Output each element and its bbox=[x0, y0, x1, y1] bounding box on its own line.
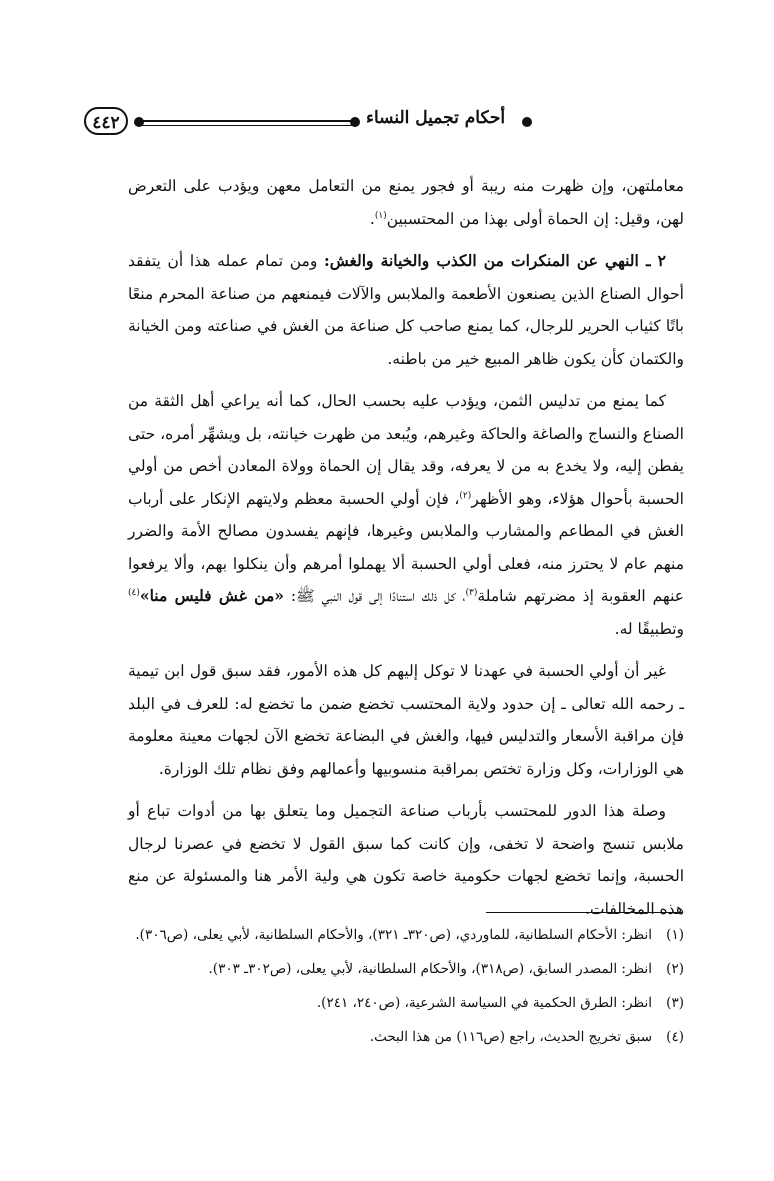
footnote-number: (٢) bbox=[666, 961, 684, 977]
page-header bbox=[84, 107, 682, 137]
paragraph-text: وتطبيقًا له. bbox=[614, 619, 684, 638]
footnote-number: (١) bbox=[666, 927, 684, 943]
paragraph-text: معاملتهن، وإن ظهرت منه ريبة أو فجور يمنع من التعامل معهن ويؤدب على التعرض لهن، وقيل: إن الحماة أولى بهذا من المحتسبين bbox=[128, 177, 684, 228]
paragraph bbox=[128, 245, 684, 375]
paragraph-text: كما يمنع من تدليس الثمن، ويؤدب عليه بحسب الحال، كما أنه يراعي أهل الثقة من الصناع والنساج والصاغة والحاكة وغيرهم، ويُبعد من ظهرت خيانته، بل ويشهِّر أمره، حتى يفطن إليه، ولا يخدع به من لا يعرفه، وقد يقال إن الحماة وولاة المعادن أخص من أولي الحسبة بأحوال هؤلاء، وهو الأظهر bbox=[128, 392, 684, 508]
footnote bbox=[128, 922, 684, 948]
header-rule bbox=[142, 120, 352, 126]
running-title: أحكام تجميل النساء bbox=[366, 108, 506, 128]
footnote-ref[interactable]: (٤) bbox=[128, 587, 140, 598]
paragraph-text: ، فإن أولي الحسبة معظم ولايتهم الإنكار على أرباب الغش في المطاعم والمشارب والملابس وغيرها، فإنهم يفسدون مصالح الأمة والضرر منهم عام لا يحترز منه، فعلى أولي الحسبة ألا يهملوا أمرهم وأن ينكلوا بهم، وألا يرفعوا عنهم العقوبة إذ مضرتهم شاملة bbox=[128, 489, 684, 605]
footnote-text: سبق تخريج الحديث، راجع (ص١١٦) من هذا البحث. bbox=[369, 1029, 652, 1045]
footnote bbox=[128, 956, 684, 982]
bullet-dot-icon bbox=[350, 117, 360, 127]
footnote-text: انظر: المصدر السابق، (ص٣١٨)، والأحكام السلطانية، لأبي يعلى، (ص٣٠٢ـ ٣٠٣). bbox=[208, 961, 652, 977]
footnote bbox=[128, 990, 684, 1016]
body-text bbox=[128, 170, 684, 935]
footnote-ref[interactable]: (٣) bbox=[465, 587, 478, 598]
footnote-number: (٤) bbox=[666, 1029, 684, 1045]
page-number: ٤٤٢ bbox=[84, 107, 128, 135]
footnote bbox=[128, 1024, 684, 1050]
bullet-dot-icon bbox=[522, 117, 532, 127]
footnote-text: انظر: الأحكام السلطانية، للماوردي، (ص٣٢٠ـ ٣٢١)، والأحكام السلطانية، لأبي يعلى، (ص٣٠٦). bbox=[135, 927, 652, 943]
paragraph bbox=[128, 655, 684, 785]
footnote-number: (٣) bbox=[666, 995, 684, 1011]
hadith-quote: «من غش فليس منا» bbox=[139, 586, 284, 605]
paragraph bbox=[128, 795, 684, 925]
footnote-ref[interactable]: (١) bbox=[374, 210, 387, 221]
footnote-separator bbox=[486, 912, 682, 913]
paragraph-text: ومن تمام عمله هذا أن يتفقد أحوال الصناع الذين يصنعون الأطعمة والملابس والآلات فيمنعهم من صناعة المحرم منعًا باتًا كثياب الحرير للرجال، كما يمنع صاحب كل صناعة من الغش في صناعته ومن الخيانة والكتمان كأن يكون ظاهر المبيع خير من باطنه. bbox=[128, 252, 684, 368]
paragraph bbox=[128, 170, 684, 235]
paragraph-text: وصلة هذا الدور للمحتسب بأرباب صناعة التجميل وما يتعلق بها من أدوات تباع أو ملابس تنسج واضحة لا تخفى، وإن كانت كما سبق القول لا تخضع في عصرنا لرجال الحسبة، وإنما تخضع لجهات حكومية خاصة تكون هي ولية الأمر هنا والمسئولة عن منع هذه المخالفات. bbox=[128, 802, 684, 918]
paragraph bbox=[128, 385, 684, 645]
footnotes bbox=[128, 922, 684, 1058]
paragraph-text: . bbox=[369, 209, 375, 228]
paragraph-text: ، كل ذلك استنادًا إلى قول النبي ﷺ: bbox=[283, 587, 466, 605]
footnote-ref[interactable]: (٢) bbox=[459, 490, 472, 501]
section-heading: ٢ ـ النهي عن المنكرات من الكذب والخيانة والغش: bbox=[324, 251, 666, 270]
paragraph-text: غير أن أولي الحسبة في عهدنا لا توكل إليهم كل هذه الأمور، فقد سبق قول ابن تيمية ـ رحمه الله تعالى ـ إن حدود ولاية المحتسب تخضع ضمن ما تخضع له: للعرف في البلد فإن مراقبة الأسعار والتدليس فيها، والغش في البضاعة تخضع الآن لجهات معينة معلومة هي الوزارات، وكل وزارة تختص بمراقبة منسوبيها وأعمالهم وفق نظام تلك الوزارة. bbox=[128, 662, 684, 778]
footnote-text: انظر: الطرق الحكمية في السياسة الشرعية، (ص٢٤٠، ٢٤١). bbox=[316, 995, 652, 1011]
